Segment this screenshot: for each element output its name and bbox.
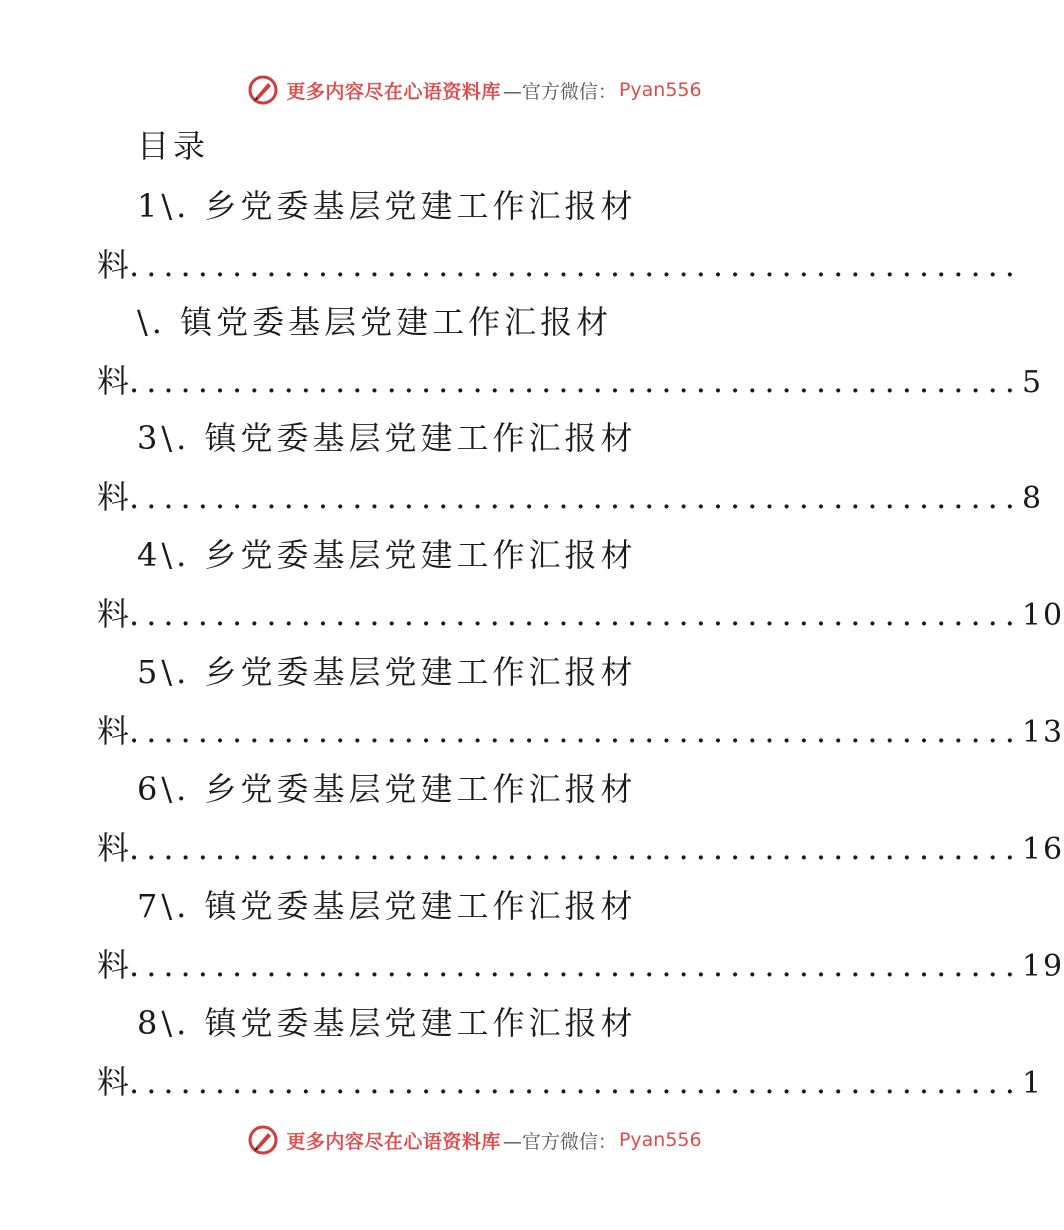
toc-entry-continuation: 料: [97, 1063, 130, 1101]
toc-page-number: 10: [1021, 598, 1064, 633]
toc-entry-title[interactable]: 5\. 乡党委基层党建工作汇报材: [137, 653, 637, 691]
toc-entry-leader[interactable]: [97, 590, 1064, 640]
banner-wechat-id: Pyan556: [618, 79, 702, 101]
pen-logo-icon: [248, 1125, 278, 1155]
banner-sub-text: —官方微信：: [502, 1130, 617, 1153]
toc-entry-continuation: 料: [97, 946, 130, 984]
toc-entry-continuation: 料: [97, 712, 130, 750]
toc-entry-continuation: 料: [97, 829, 130, 867]
toc-entry-leader[interactable]: [97, 707, 1064, 757]
toc-dot-leader: ....................................................: [129, 478, 1022, 516]
header-watermark-banner: [0, 70, 950, 110]
toc-entry-title[interactable]: \. 镇党委基层党建工作汇报材: [137, 303, 613, 341]
toc-entry-leader[interactable]: [97, 824, 1064, 874]
toc-entry-leader[interactable]: [97, 941, 1064, 991]
toc-dot-leader: ....................................................: [129, 246, 1022, 284]
toc-page-number: 19: [1021, 949, 1064, 984]
toc-dot-leader: ....................................................: [129, 362, 1022, 400]
toc-dot-leader: ....................................................: [129, 1063, 1022, 1101]
toc-entry-title[interactable]: 3\. 镇党委基层党建工作汇报材: [137, 419, 637, 457]
toc-entry-title[interactable]: 8\. 镇党委基层党建工作汇报材: [137, 1004, 637, 1042]
toc-title: 目录: [137, 127, 210, 165]
toc-dot-leader: ....................................................: [129, 595, 1022, 633]
toc-entry-continuation: 料: [97, 595, 130, 633]
toc-entry-continuation: 料: [97, 362, 130, 400]
pen-logo-icon: [248, 75, 278, 105]
banner-wechat-id: Pyan556: [618, 1129, 702, 1151]
toc-entry-leader[interactable]: [97, 1058, 1044, 1108]
banner-main-text: 更多内容尽在心语资料库: [286, 80, 501, 103]
toc-entry-title[interactable]: 4\. 乡党委基层党建工作汇报材: [137, 536, 637, 574]
toc-entry-title[interactable]: 7\. 镇党委基层党建工作汇报材: [137, 887, 637, 925]
toc-page-number: 1: [1021, 1066, 1044, 1101]
toc-entry-leader[interactable]: [97, 473, 1044, 523]
toc-entry-continuation: 料: [97, 478, 130, 516]
toc-dot-leader: ....................................................: [129, 712, 1022, 750]
toc-page-number: 16: [1021, 832, 1064, 867]
toc-page-number: 5: [1021, 365, 1044, 400]
toc-entry-leader[interactable]: [97, 241, 1022, 289]
toc-dot-leader: ....................................................: [129, 946, 1022, 984]
toc-entry-leader[interactable]: [97, 357, 1044, 407]
toc-entry-continuation: 料: [97, 246, 130, 284]
footer-watermark-banner: [0, 1120, 950, 1160]
toc-entry-title[interactable]: 6\. 乡党委基层党建工作汇报材: [137, 770, 637, 808]
toc-page-number: 8: [1021, 481, 1044, 516]
banner-main-text: 更多内容尽在心语资料库: [286, 1130, 501, 1153]
toc-entry-title[interactable]: 1\. 乡党委基层党建工作汇报材: [137, 187, 637, 225]
toc-page-number: 13: [1021, 715, 1064, 750]
banner-sub-text: —官方微信：: [502, 80, 617, 103]
toc-dot-leader: ....................................................: [129, 829, 1022, 867]
